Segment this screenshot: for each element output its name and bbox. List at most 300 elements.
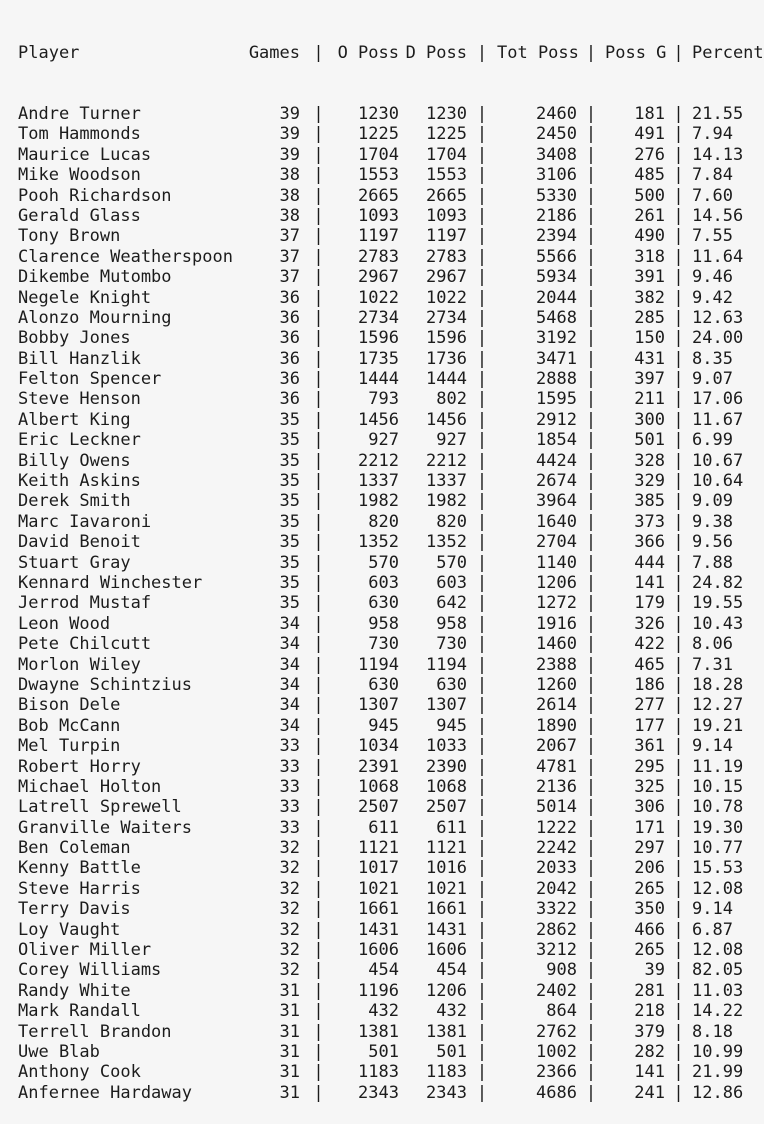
column-separator: | [313, 267, 324, 288]
column-separator: | [673, 1062, 684, 1083]
column-separator: | [585, 776, 597, 797]
games-value: 32 [279, 919, 300, 940]
o-poss-value: 927 [368, 430, 399, 451]
games-value: 35 [279, 573, 300, 593]
column-separator: | [313, 940, 324, 961]
column-separator: | [313, 1021, 324, 1042]
percent-value: 9.14 [692, 736, 733, 757]
d-poss-value: 2343 [426, 1082, 467, 1103]
table-row [18, 124, 758, 144]
column-separator: | [476, 797, 488, 818]
table-row [18, 389, 758, 409]
games-value: 36 [279, 389, 300, 410]
percent-value: 12.27 [692, 695, 744, 716]
percent-value: 11.64 [692, 246, 744, 267]
table-row [18, 1022, 758, 1042]
table-row [18, 879, 758, 899]
d-poss-value: 1444 [426, 369, 467, 390]
games-value: 35 [279, 471, 300, 492]
column-separator: | [313, 226, 324, 247]
column-separator: | [585, 185, 597, 206]
column-separator: | [313, 593, 324, 614]
percent-value: 10.67 [692, 450, 744, 471]
column-separator: | [313, 980, 324, 1001]
column-separator: | [673, 287, 684, 308]
column-separator: | [673, 838, 684, 859]
column-separator: | [313, 430, 324, 451]
table-row [18, 981, 758, 1001]
player-name: Bison Dele [18, 695, 121, 716]
column-separator: | [673, 797, 684, 818]
column-separator: | [476, 1041, 488, 1062]
column-separator: | [673, 634, 684, 655]
table-row [18, 797, 758, 817]
o-poss-value: 820 [368, 511, 399, 532]
column-separator: | [313, 695, 324, 716]
column-separator: | [673, 307, 684, 328]
games-value: 39 [279, 124, 300, 145]
column-separator: | [313, 369, 324, 390]
games-value: 33 [279, 817, 300, 838]
column-separator: | [585, 613, 597, 634]
column-separator: | [585, 471, 597, 492]
column-separator: | [673, 511, 684, 532]
column-separator: | [313, 1001, 324, 1022]
column-separator: | [585, 736, 597, 757]
column-separator: | [476, 287, 488, 308]
o-poss-value: 1381 [358, 1021, 399, 1042]
games-value: 33 [279, 797, 300, 818]
table-row [18, 491, 758, 511]
column-separator: | [673, 42, 684, 63]
games-value: 31 [279, 1021, 300, 1042]
table-row [18, 1062, 758, 1082]
column-separator: | [585, 532, 597, 553]
o-poss-value: 1553 [358, 165, 399, 186]
games-value: 35 [279, 409, 300, 430]
percent-value: 7.60 [692, 185, 733, 206]
o-poss-value: 2343 [358, 1082, 399, 1103]
table-row [18, 573, 758, 593]
games-value: 34 [279, 613, 300, 634]
table-row [18, 165, 758, 185]
percent-value: 6.87 [692, 919, 733, 940]
games-value: 34 [279, 634, 300, 655]
poss-g-value: 329 [634, 471, 665, 492]
player-name: Anthony Cook [18, 1062, 141, 1083]
column-separator: | [313, 919, 324, 940]
table-row [18, 430, 758, 450]
tot-poss-value: 1854 [536, 430, 577, 451]
column-separator: | [673, 450, 684, 471]
games-value: 32 [279, 858, 300, 879]
percent-value: 9.46 [692, 267, 733, 288]
d-poss-value: 611 [436, 817, 467, 838]
games-value: 31 [279, 1001, 300, 1022]
column-separator: | [476, 226, 488, 247]
percent-value: 8.06 [692, 634, 733, 655]
column-separator: | [585, 104, 597, 125]
games-value: 38 [279, 185, 300, 206]
poss-g-value: 300 [634, 409, 665, 430]
games-value: 32 [279, 878, 300, 899]
table-row [18, 104, 758, 124]
poss-g-value: 382 [634, 287, 665, 308]
percent-value: 11.67 [692, 409, 744, 430]
tot-poss-value: 2862 [536, 919, 577, 940]
column-separator: | [313, 1062, 324, 1083]
column-separator: | [476, 471, 488, 492]
column-separator: | [673, 776, 684, 797]
column-separator: | [313, 613, 324, 634]
column-separator: | [673, 756, 684, 777]
o-poss-value: 958 [368, 613, 399, 634]
poss-g-value: 297 [634, 838, 665, 859]
poss-g-value: 265 [634, 878, 665, 899]
o-poss-value: 1197 [358, 226, 399, 247]
games-value: 34 [279, 654, 300, 675]
column-separator: | [673, 348, 684, 369]
d-poss-value: 1606 [426, 940, 467, 961]
column-separator: | [476, 328, 488, 349]
d-poss-value: 1194 [426, 654, 467, 675]
percent-value: 7.55 [692, 226, 733, 247]
d-poss-value: 1230 [426, 104, 467, 125]
percent-value: 10.64 [692, 471, 744, 492]
d-poss-value: 1596 [426, 328, 467, 349]
percent-value: 12.08 [692, 940, 744, 961]
games-value: 37 [279, 226, 300, 247]
column-separator: | [673, 491, 684, 512]
o-poss-value: 1230 [358, 104, 399, 125]
column-separator: | [673, 817, 684, 838]
games-value: 36 [279, 369, 300, 390]
column-separator: | [476, 369, 488, 390]
percent-value: 21.99 [692, 1062, 744, 1083]
tot-poss-value: 3192 [536, 328, 577, 349]
column-separator: | [585, 960, 597, 981]
tot-poss-value: 3212 [536, 940, 577, 961]
column-separator: | [673, 205, 684, 226]
column-separator: | [673, 919, 684, 940]
column-separator: | [313, 858, 324, 879]
player-name: Granville Waiters [18, 817, 192, 838]
player-name: Felton Spencer [18, 369, 162, 390]
column-separator: | [673, 573, 684, 593]
percent-value: 15.53 [692, 858, 744, 879]
table-row [18, 736, 758, 756]
player-name: Bill Hanzlik [18, 348, 141, 369]
d-poss-value: 1982 [426, 491, 467, 512]
percent-value: 8.35 [692, 348, 733, 369]
column-separator: | [673, 328, 684, 349]
percent-value: 21.55 [692, 104, 744, 125]
d-poss-value: 1704 [426, 144, 467, 165]
poss-g-value: 431 [634, 348, 665, 369]
poss-g-value: 276 [634, 144, 665, 165]
column-separator: | [476, 389, 488, 410]
column-separator: | [476, 511, 488, 532]
table-row [18, 920, 758, 940]
d-poss-value: 1431 [426, 919, 467, 940]
poss-g-value: 277 [634, 695, 665, 716]
o-poss-value: 793 [368, 389, 399, 410]
table-row [18, 614, 758, 634]
poss-g-value: 306 [634, 797, 665, 818]
tot-poss-value: 2044 [536, 287, 577, 308]
poss-g-value: 295 [634, 756, 665, 777]
tot-poss-value: 2704 [536, 532, 577, 553]
tot-poss-value: 2067 [536, 736, 577, 757]
column-separator: | [313, 409, 324, 430]
o-poss-value: 1017 [358, 858, 399, 879]
column-separator: | [313, 471, 324, 492]
player-name: Terry Davis [18, 899, 131, 920]
o-poss-value: 2967 [358, 267, 399, 288]
tot-poss-value: 4781 [536, 756, 577, 777]
tot-poss-value: 3471 [536, 348, 577, 369]
games-value: 36 [279, 328, 300, 349]
column-separator: | [673, 674, 684, 695]
d-poss-value: 820 [436, 511, 467, 532]
poss-g-value: 366 [634, 532, 665, 553]
column-separator: | [673, 389, 684, 410]
tot-poss-value: 1595 [536, 389, 577, 410]
column-separator: | [476, 42, 488, 63]
d-poss-value: 1197 [426, 226, 467, 247]
column-separator: | [673, 593, 684, 614]
d-poss-value: 2783 [426, 246, 467, 267]
column-separator: | [585, 205, 597, 226]
d-poss-value: 2212 [426, 450, 467, 471]
d-poss-value: 730 [436, 634, 467, 655]
o-poss-value: 1661 [358, 899, 399, 920]
tot-poss-value: 2042 [536, 878, 577, 899]
tot-poss-value: 1206 [536, 573, 577, 593]
o-poss-value: 570 [368, 552, 399, 573]
o-poss-value: 603 [368, 573, 399, 593]
column-separator: | [585, 695, 597, 716]
percent-value: 8.18 [692, 1021, 733, 1042]
o-poss-value: 945 [368, 715, 399, 736]
player-name: Clarence Weatherspoon [18, 246, 233, 267]
d-poss-value: 1553 [426, 165, 467, 186]
d-poss-value: 802 [436, 389, 467, 410]
o-poss-value: 1183 [358, 1062, 399, 1083]
column-separator: | [585, 878, 597, 899]
player-name: Negele Knight [18, 287, 152, 308]
column-separator: | [673, 552, 684, 573]
column-separator: | [673, 104, 684, 125]
player-name: Tom Hammonds [18, 124, 141, 145]
column-separator: | [673, 369, 684, 390]
o-poss-value: 630 [368, 593, 399, 614]
o-poss-value: 1606 [358, 940, 399, 961]
table-row [18, 288, 758, 308]
column-separator: | [313, 205, 324, 226]
player-name: Keith Askins [18, 471, 141, 492]
column-separator: | [313, 104, 324, 125]
tot-poss-value: 1222 [536, 817, 577, 838]
d-poss-value: 603 [436, 573, 467, 593]
column-separator: | [673, 613, 684, 634]
column-separator: | [476, 348, 488, 369]
d-poss-value: 1022 [426, 287, 467, 308]
column-separator: | [585, 838, 597, 859]
column-separator: | [313, 838, 324, 859]
percent-value: 19.21 [692, 715, 744, 736]
player-name: Albert King [18, 409, 131, 430]
column-separator: | [673, 736, 684, 757]
tot-poss-value: 5468 [536, 307, 577, 328]
column-separator: | [585, 511, 597, 532]
player-name: Jerrod Mustaf [18, 593, 152, 614]
column-separator: | [476, 205, 488, 226]
poss-g-value: 326 [634, 613, 665, 634]
poss-g-value: 328 [634, 450, 665, 471]
table-row [18, 451, 758, 471]
column-separator: | [476, 307, 488, 328]
column-separator: | [585, 899, 597, 920]
column-separator: | [313, 511, 324, 532]
column-separator: | [673, 185, 684, 206]
table-row [18, 145, 758, 165]
player-name: Marc Iavaroni [18, 511, 152, 532]
poss-g-value: 500 [634, 185, 665, 206]
column-separator: | [673, 409, 684, 430]
header-o_poss: O Poss [337, 42, 399, 63]
games-value: 36 [279, 348, 300, 369]
column-separator: | [313, 715, 324, 736]
tot-poss-value: 2674 [536, 471, 577, 492]
table-row [18, 553, 758, 573]
poss-g-value: 325 [634, 776, 665, 797]
d-poss-value: 642 [436, 593, 467, 614]
column-separator: | [585, 940, 597, 961]
column-separator: | [476, 165, 488, 186]
games-value: 34 [279, 695, 300, 716]
column-separator: | [476, 124, 488, 145]
tot-poss-value: 2888 [536, 369, 577, 390]
player-name: Gerald Glass [18, 205, 141, 226]
table-row [18, 267, 758, 287]
games-value: 31 [279, 1082, 300, 1103]
poss-g-value: 281 [634, 980, 665, 1001]
percent-value: 19.30 [692, 817, 744, 838]
o-poss-value: 501 [368, 1041, 399, 1062]
column-separator: | [476, 878, 488, 899]
column-separator: | [585, 1041, 597, 1062]
tot-poss-value: 1640 [536, 511, 577, 532]
player-name: Steve Harris [18, 878, 141, 899]
column-separator: | [313, 124, 324, 145]
table-row [18, 328, 758, 348]
header-games: Games [248, 42, 300, 63]
column-separator: | [476, 899, 488, 920]
d-poss-value: 2967 [426, 267, 467, 288]
d-poss-value: 958 [436, 613, 467, 634]
tot-poss-value: 2762 [536, 1021, 577, 1042]
player-name: Alonzo Mourning [18, 307, 172, 328]
d-poss-value: 1337 [426, 471, 467, 492]
header-percent: Percent [692, 42, 764, 63]
column-separator: | [673, 715, 684, 736]
column-separator: | [585, 654, 597, 675]
o-poss-value: 1352 [358, 532, 399, 553]
poss-g-value: 171 [634, 817, 665, 838]
column-separator: | [476, 736, 488, 757]
table-row [18, 675, 758, 695]
column-separator: | [673, 940, 684, 961]
column-separator: | [313, 165, 324, 186]
column-separator: | [673, 471, 684, 492]
percent-value: 14.56 [692, 205, 744, 226]
column-separator: | [673, 1041, 684, 1062]
player-name: Andre Turner [18, 104, 141, 125]
column-separator: | [476, 613, 488, 634]
tot-poss-value: 2394 [536, 226, 577, 247]
games-value: 37 [279, 267, 300, 288]
column-separator: | [476, 1082, 488, 1103]
column-separator: | [313, 573, 324, 593]
player-name: Oliver Miller [18, 940, 152, 961]
percent-value: 19.55 [692, 593, 744, 614]
percent-value: 10.15 [692, 776, 744, 797]
column-separator: | [313, 144, 324, 165]
games-value: 39 [279, 144, 300, 165]
player-name: Robert Horry [18, 756, 141, 777]
tot-poss-value: 2186 [536, 205, 577, 226]
poss-g-value: 265 [634, 940, 665, 961]
games-value: 31 [279, 1062, 300, 1083]
tot-poss-value: 1272 [536, 593, 577, 614]
o-poss-value: 1735 [358, 348, 399, 369]
poss-g-value: 385 [634, 491, 665, 512]
poss-g-value: 150 [634, 328, 665, 349]
column-separator: | [673, 858, 684, 879]
tot-poss-value: 3408 [536, 144, 577, 165]
o-poss-value: 1444 [358, 369, 399, 390]
percent-value: 11.19 [692, 756, 744, 777]
d-poss-value: 501 [436, 1041, 467, 1062]
column-separator: | [313, 776, 324, 797]
table-row [18, 247, 758, 267]
games-value: 36 [279, 307, 300, 328]
player-name: Terrell Brandon [18, 1021, 172, 1042]
column-separator: | [673, 960, 684, 981]
column-separator: | [476, 654, 488, 675]
column-separator: | [313, 185, 324, 206]
column-separator: | [585, 267, 597, 288]
poss-g-value: 177 [634, 715, 665, 736]
player-name: Dikembe Mutombo [18, 267, 172, 288]
tot-poss-value: 2136 [536, 776, 577, 797]
percent-value: 14.22 [692, 1001, 744, 1022]
column-separator: | [476, 940, 488, 961]
tot-poss-value: 908 [546, 960, 577, 981]
percent-value: 9.56 [692, 532, 733, 553]
tot-poss-value: 2388 [536, 654, 577, 675]
column-separator: | [476, 267, 488, 288]
tot-poss-value: 3322 [536, 899, 577, 920]
column-separator: | [476, 634, 488, 655]
column-separator: | [313, 817, 324, 838]
tot-poss-value: 3964 [536, 491, 577, 512]
column-separator: | [313, 552, 324, 573]
o-poss-value: 2734 [358, 307, 399, 328]
column-separator: | [585, 307, 597, 328]
column-separator: | [313, 491, 324, 512]
